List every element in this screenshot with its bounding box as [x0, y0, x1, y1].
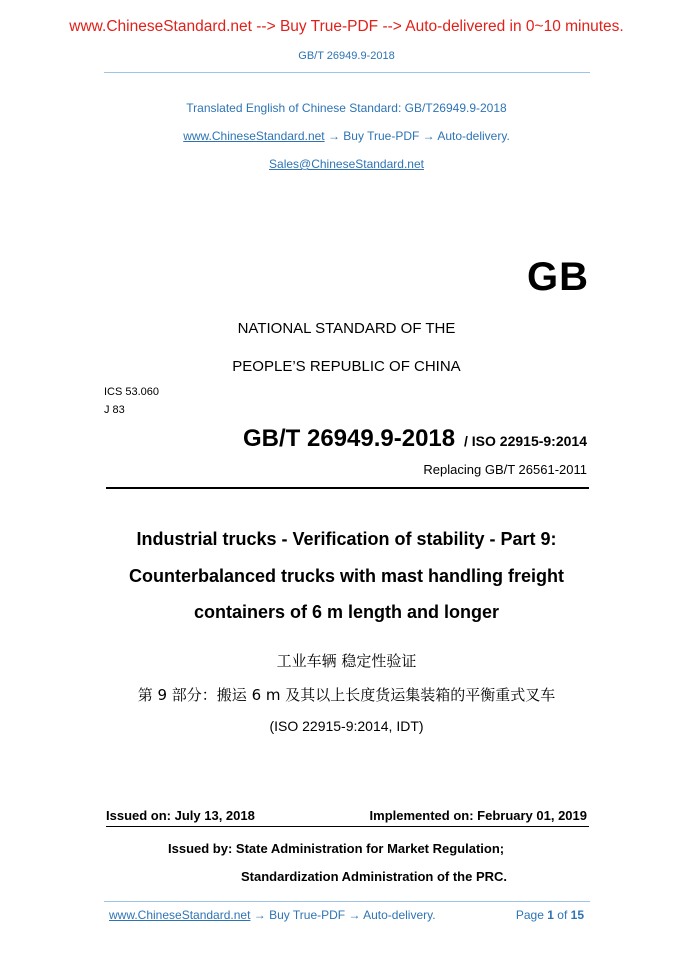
replacing-note: Replacing GB/T 26561-2011 — [423, 462, 587, 477]
page-of: of — [557, 908, 568, 922]
implemented-on: Implemented on: February 01, 2019 — [369, 808, 587, 823]
national-standard-line-2: PEOPLE’S REPUBLIC OF CHINA — [232, 358, 461, 375]
email-link[interactable]: Sales@ChineseStandard.net — [269, 157, 424, 171]
iso-idt-note: (ISO 22915-9:2014, IDT) — [269, 718, 424, 734]
chinese-title-2: 第 9 部分：搬运 6 m 及其以上长度货运集装箱的平衡重式叉车 — [137, 686, 556, 704]
footer-divider — [104, 901, 590, 902]
page-indicator — [516, 908, 584, 922]
footer-site-link[interactable]: www.ChineseStandard.net — [109, 908, 251, 922]
header-standard-code: GB/T 26949.9-2018 — [298, 50, 395, 62]
email-line — [0, 157, 693, 171]
header-divider — [104, 72, 590, 73]
page-current: 1 — [547, 908, 554, 922]
chinese-title-1: 工业车辆 稳定性验证 — [276, 652, 417, 670]
dates-divider — [106, 826, 589, 827]
iso-number: / ISO 22915-9:2014 — [464, 433, 587, 449]
page-label: Page — [515, 908, 544, 922]
standard-number-line — [243, 425, 587, 453]
footer-site-rest: → Buy True-PDF → Auto-delivery. — [250, 908, 436, 922]
footer-site-line — [109, 908, 436, 922]
page-total: 15 — [570, 908, 584, 922]
title-line-3: containers of 6 m length and longer — [193, 602, 500, 622]
site-line-rest: → Buy True-PDF → Auto-delivery. — [324, 129, 510, 143]
standard-divider — [106, 487, 589, 489]
ccs-code: J 83 — [104, 404, 125, 416]
standard-number: GB/T 26949.9-2018 — [242, 425, 456, 452]
national-standard-line-1: NATIONAL STANDARD OF THE — [237, 320, 456, 337]
site-link[interactable]: www.ChineseStandard.net — [183, 129, 325, 143]
top-banner[interactable]: www.ChineseStandard.net --> Buy True-PDF --> Auto-delivered in 0~10 minutes. — [69, 18, 624, 35]
issued-on: Issued on: July 13, 2018 — [106, 808, 255, 823]
issued-by-line-2: Standardization Administration of the PRC. — [241, 869, 508, 884]
issued-by-line-1: Issued by: State Administration for Market Regulation; — [168, 841, 505, 856]
translated-notice: Translated English of Chinese Standard: GB/T26949.9-2018 — [186, 101, 507, 115]
title-line-1: Industrial trucks - Verification of stability - Part 9: — [136, 529, 557, 549]
gb-logo: GB — [527, 255, 589, 299]
site-line — [0, 129, 693, 143]
title-line-2: Counterbalanced trucks with mast handling freight — [128, 566, 565, 586]
ics-code: ICS 53.060 — [104, 386, 160, 398]
